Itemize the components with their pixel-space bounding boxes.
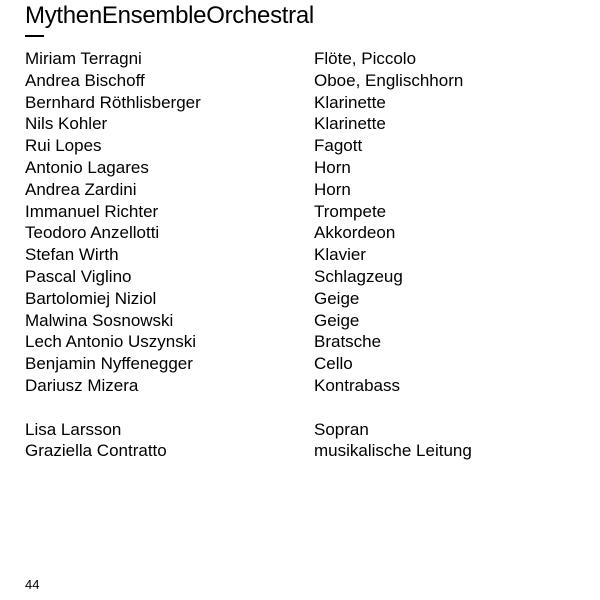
soloist-row xyxy=(25,440,585,462)
musician-role: Cello xyxy=(314,354,353,374)
musician-role: Klavier xyxy=(314,245,366,265)
musician-name: Teodoro Anzellotti xyxy=(25,223,160,243)
musician-name: Andrea Bischoff xyxy=(25,70,145,90)
title-underline xyxy=(25,35,44,37)
musician-name: Bartolomiej Niziol xyxy=(25,288,157,308)
soloist-row xyxy=(25,419,585,441)
musician-role: Horn xyxy=(314,157,351,177)
soloist-role: Sopran xyxy=(314,419,369,439)
musician-role: Schlagzeug xyxy=(314,266,403,286)
roster-row xyxy=(25,288,585,310)
roster-row xyxy=(25,244,585,266)
musician-role: Kontrabass xyxy=(314,375,400,395)
soloist-name: Graziella Contratto xyxy=(25,441,167,461)
roster-row xyxy=(25,179,585,201)
roster-row xyxy=(25,353,585,375)
musician-name: Miriam Terragni xyxy=(25,49,142,68)
musician-name: Dariusz Mizera xyxy=(25,375,139,395)
roster-row xyxy=(25,70,585,92)
roster-row xyxy=(25,375,585,397)
roster-row xyxy=(25,113,585,135)
musician-role: Klarinette xyxy=(314,114,386,134)
page-title: MythenEnsembleOrchestral xyxy=(25,2,314,29)
musician-role: Geige xyxy=(314,310,360,330)
musician-name: Andrea Zardini xyxy=(25,179,137,199)
musician-role: Klarinette xyxy=(314,92,386,112)
roster-row xyxy=(25,310,585,332)
soloist-role: musikalische Leitung xyxy=(314,441,472,461)
musician-role: Akkordeon xyxy=(314,223,396,243)
musician-name: Pascal Viglino xyxy=(25,266,132,286)
musician-name: Immanuel Richter xyxy=(25,201,159,221)
roster-row xyxy=(25,331,585,353)
roster xyxy=(25,48,585,462)
roster-row xyxy=(25,201,585,223)
roster-row xyxy=(25,222,585,244)
musician-role: Fagott xyxy=(314,136,363,156)
soloist-name: Lisa Larsson xyxy=(25,419,122,439)
musician-name: Rui Lopes xyxy=(25,136,102,156)
musician-name: Bernhard Röthlisberger xyxy=(25,92,201,112)
roster-row xyxy=(25,157,585,179)
musician-role: Trompete xyxy=(314,201,387,221)
musician-name: Malwina Sosnowski xyxy=(25,310,174,330)
musician-role: Flöte, Piccolo xyxy=(314,49,417,68)
musician-name: Stefan Wirth xyxy=(25,245,119,265)
musician-role: Bratsche xyxy=(314,332,382,352)
musician-name: Lech Antonio Uszynski xyxy=(25,332,197,352)
page-number: 44 xyxy=(25,577,40,592)
roster-row xyxy=(25,92,585,114)
musician-role: Geige xyxy=(314,288,360,308)
musician-name: Antonio Lagares xyxy=(25,157,149,177)
musician-name: Nils Kohler xyxy=(25,114,108,134)
roster-row xyxy=(25,266,585,288)
musician-role: Horn xyxy=(314,179,351,199)
section-gap xyxy=(25,397,585,419)
roster-row xyxy=(25,48,585,70)
musician-role: Oboe, Englischhorn xyxy=(314,70,464,90)
roster-row xyxy=(25,135,585,157)
musician-name: Benjamin Nyffenegger xyxy=(25,354,193,374)
